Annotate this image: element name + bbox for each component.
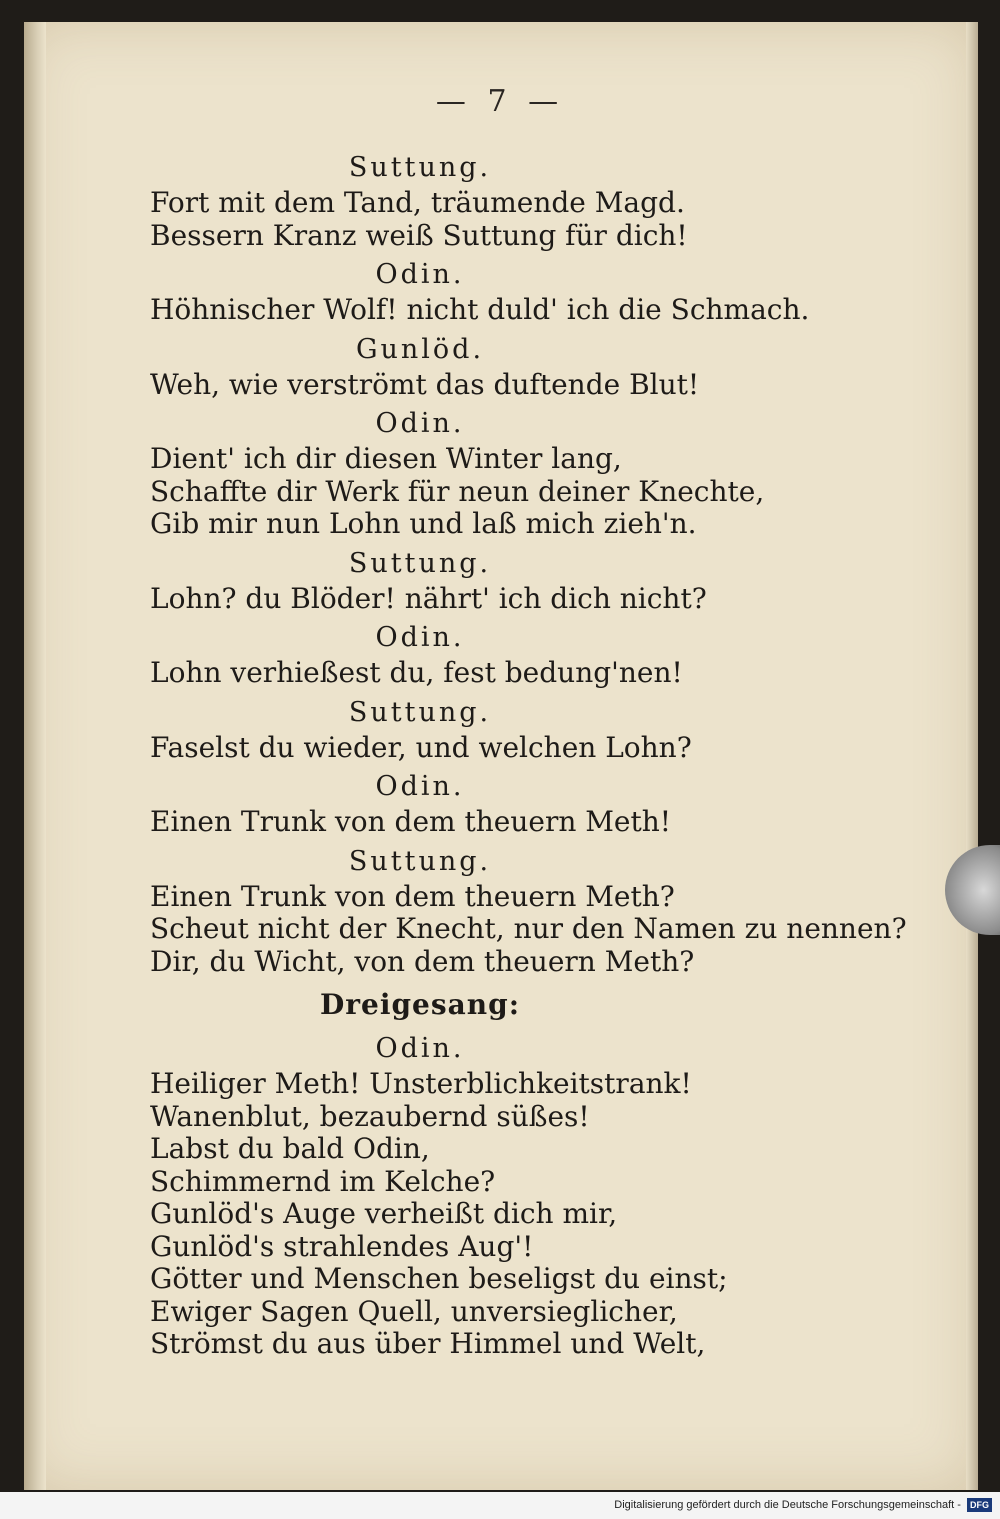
footer-text: Digitalisierung gefördert durch die Deutsche Forschungsgemeinschaft -: [614, 1499, 961, 1511]
verse-line: Fort mit dem Tand, träumende Magd.: [150, 186, 685, 219]
speaker-name: Odin.: [375, 622, 465, 653]
speaker-name: Suttung.: [348, 696, 492, 728]
verse-line: Faselst du wieder, und welchen Lohn?: [150, 730, 692, 764]
speaker-name: Odin.: [375, 259, 465, 290]
dfg-logo: DFG: [967, 1498, 992, 1512]
speaker-name: Suttung.: [348, 152, 492, 183]
verse-line: Scheut nicht der Knecht, nur den Namen zu nennen?: [150, 912, 907, 945]
speaker-name: Suttung.: [348, 547, 492, 579]
speaker-name: Gunlöd.: [355, 333, 485, 365]
verse-line: Heiliger Meth! Unsterblichkeitstrank!: [150, 1067, 692, 1100]
page-spine-edge: [24, 22, 46, 1490]
footer-credit: [0, 1492, 1000, 1519]
verse-line: Schimmernd im Kelche?: [150, 1164, 496, 1198]
verse-line: Weh, wie verströmt das duftende Blut!: [150, 367, 700, 401]
verse-line: Dir, du Wicht, von dem theuern Meth?: [150, 944, 695, 978]
verse-line: Dient' ich dir diesen Winter lang,: [150, 442, 622, 475]
verse-line: Gib mir nun Lohn und laß mich zieh'n.: [150, 507, 697, 540]
verse-line: Gunlöd's strahlendes Aug'!: [150, 1229, 534, 1263]
verse-line: Höhnischer Wolf! nicht duld' ich die Schmach.: [150, 293, 810, 326]
verse-line: Wanenblut, bezaubernd süßes!: [150, 1099, 590, 1133]
verse-line: Einen Trunk von dem theuern Meth!: [150, 805, 672, 838]
verse-line: Einen Trunk von dem theuern Meth?: [150, 879, 675, 913]
page-number: — 7 —: [435, 84, 565, 119]
speaker-name: Odin.: [375, 771, 465, 802]
verse-line: Ewiger Sagen Quell, unversieglicher,: [150, 1294, 678, 1328]
play-text: [150, 145, 907, 1361]
speaker-name: Suttung.: [348, 845, 492, 877]
verse-line: Götter und Menschen beseligst du einst;: [150, 1262, 728, 1295]
verse-line: Schaffte dir Werk für neun deiner Knechte,: [150, 474, 765, 508]
verse-line: Lohn verhießest du, fest bedung'nen!: [150, 656, 683, 689]
verse-line: Lohn? du Blöder! nährt' ich dich nicht?: [150, 581, 707, 615]
speaker-name: Odin.: [375, 1033, 465, 1064]
section-heading: Dreigesang:: [319, 988, 521, 1021]
page-right-edge: [966, 22, 978, 1490]
speaker-name: Odin.: [375, 408, 465, 439]
verse-line: Bessern Kranz weiß Suttung für dich!: [150, 218, 688, 252]
verse-line: Gunlöd's Auge verheißt dich mir,: [150, 1197, 618, 1230]
verse-line: Strömst du aus über Himmel und Welt,: [150, 1327, 706, 1360]
verse-line: Labst du bald Odin,: [150, 1132, 430, 1165]
